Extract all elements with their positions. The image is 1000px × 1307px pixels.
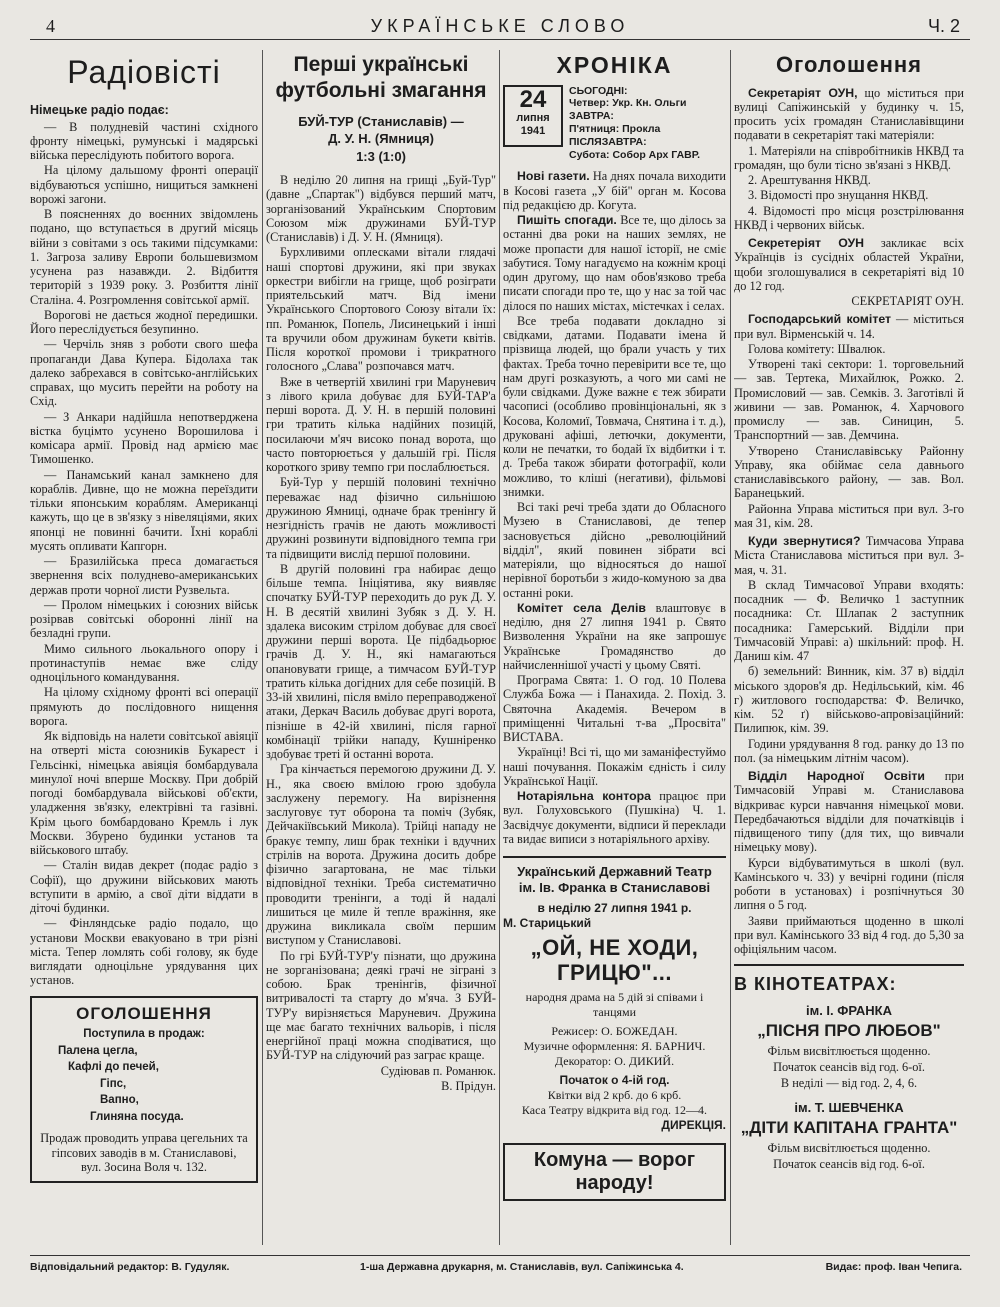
radio-paragraph: Як відповідь на налети совітської авіяції на отверті міста союзників Букарест і Гельсінкі, німецька авіяція бомбардувала минулої ночі вперше Москву. При добрій погоді бомбардувала військові об'єкти, уладження зв'язку, електрівні та газівні. Крім цього бомбардовано Кремль і лук Москви. Збурено будинки установ та військового штабу. [30,729,258,858]
where-hours: Години урядування 8 год. ранку до 13 по пол. (за німецьким літнім часом). [734,736,964,765]
oun-item: 1. Матеріяли на співробітників НКВД та громадян, що були тісно зв'язані з НКВД. [734,143,964,172]
ad-item: Вапно, [100,1094,139,1107]
radio-paragraph: — Пролом німецьких і союзних військ розірвав совітські оборонні лінії на безладні групи. [30,597,258,641]
oun2-text: закликає всіх Українців із сусідніх областей України, щоби зголошувалися в секретаріяті від 10 до 12 год. [734,236,964,293]
oun-item: 3. Відомості про знущання НКВД. [748,188,929,203]
football-paragraph: По грі БУЙ-ТУР'у пізнати, що дружина не зорганізована; деякі грачі не зіграні з собою. Брак тренінгів, фізичної витривалості та старту до м'яча. З БУЙ-ТУР'у вирізняється Маруневич. Дружина ще має багато технічних вальорів, і після енергійної праці можна сподіватися, що БУЙ-ТУР на слідуючий раз заграє краще. [266,948,496,1063]
ad-item: Палена цегла, [58,1044,138,1057]
radio-paragraph: Мимо сильного льокального опору і протинаступів немає вже сліду одноцільного командування. [30,641,258,685]
masthead [30,10,970,40]
radio-subhead: Німецьке радіо подає: [30,103,169,118]
committee-text: влаштовує в неділю, дня 27 липня 1941 р. Свято Визволення України на яке запрошує Українське Громадянство до найчисленнішої участі у цьому Святі. [503,600,726,672]
theatre-signature: ДИРЕКЦІЯ. [661,1117,726,1132]
edu-paragraph: Заяви приймаються щоденно в школі при вул. Камінського 33 від 4 год. до 5,30 за офіціяльним часом. [734,913,964,957]
footer-printer: 1-ша Державна друкарня, м. Станиславів, вул. Сапіжинська 4. [360,1261,684,1273]
news-head: Нові газети. [517,169,590,184]
play-music: Музичне оформлення: Я. БАРНИЧ. [523,1038,706,1053]
play-tickets: Квітки від 2 крб. до 6 крб. [547,1087,682,1102]
film-start: Початок сеансів від год. 6-ої. [773,1059,925,1074]
radio-paragraph: В поясненнях до воєнних звідомлень подано, що вступається в другий місяць війни з совітами з ось такими підсумками: 1. Загроза заливу Европи большевизмом усунена раз назавжди. 2. Відбиття територій з 1939 року. 3. Розбиття лінії Сталіна. 4. Розгромлення совітської армії. [30,207,258,307]
radio-news-column [30,50,258,1183]
play-author: М. Старицький [503,915,592,930]
econ-head: Господарський комітет [748,312,892,327]
days-label: ПІСЛЯЗАВТРА: [569,135,647,148]
radio-paragraph: — Фінляндське радіо подало, що установи Москви евакуовано в три різні міста. Тепер ломлять собі голову, як буде виглядати одноцільне урядування цих установ. [30,916,258,988]
match-team-1: БУЙ-ТУР (Станиславів) — [298,113,464,129]
film-daily: Фільм висвітлюється щоденно. [767,1140,931,1155]
date-box [503,85,563,147]
oun-head: Секретаріят ОУН, [748,85,858,100]
radio-paragraph: — Панамський канал замкнено для кораблів. Дивне, що не можна переїздити тільки японським кораблям. Американці кажуть, що це в зв'язку з нівеляціями, яких японці не повинні бачити. Їхні кораблі мусять опливати Капгорн. [30,467,258,553]
theatre-date: в неділю 27 липня 1941 р. [537,900,692,915]
econ-address: Районна Управа міститься при вул. 3-го мая 31, кім. 28. [734,501,964,530]
play-start: Початок о 4-ій год. [559,1072,670,1087]
football-paragraph: В другій половині гра набирає дещо більше темпа. Ініціятива, яку виявляє спочатку БУЙ-ТУР переходить до рук Д. У. Н. В десятій хвилині Зубяк з Д. У. Н. здалека високим стрілом добуває для своєї дружини перші ворота. Це підбадьорює грачів Д. У. Н., які намагаються опановувати грище, а тимчасом БУЙ-ТУР тратить кілька догідних для себе позицій. В 33-ій хвилині, після вміло переправодженої атаки, Деркач Василь добуває другі ворота, пізніше в 42-ій хвилині, після гарної комбінації трійки нападу, Кушніренко здобуває треті й останні ворота. [266,561,496,762]
days-item: П'ятниця: Прокла [569,123,661,136]
film-title: „ДІТИ КАПІТАНА ГРАНТА" [740,1117,958,1137]
ad-intro: Поступила в продаж: [83,1028,205,1041]
match-team-2: Д. У. Н. (Ямниця) [328,131,434,147]
film-sunday: В неділі — від год. 2, 4, 6. [780,1075,918,1090]
appeal-text: Українці! Всі ті, що ми заманіфестуймо наші почування. Покажім єдність і силу Української Нації. [503,745,726,788]
program-text: Програма Свята: 1. О год. 10 Полева Служба Божа — і Панахида. 2. Похід. 3. Святочна Академія. Вечером в приміщенні Читальні т-ва „Просвіта" ВИСТАВА. [503,673,726,745]
where-depts: б) земельний: Винник, кім. 37 в) відділ міського здоров'я др. Недільський, кім. 46 г) житлового господарства: Ф. Величко, кім. 52 ґ) військово-апровізаційний: Пилипюк, кім. 39. [734,664,964,736]
oun2-head: Секретеріят ОУН [748,236,865,251]
theatre-name: Український Державний Театр [517,864,712,880]
memoir-paragraph: Всі такі речі треба здати до Обласного Музею в Станиславові, де тепер засновується дійсно „революційний відділ", який повинен зібрати всі матеріяли, що відносяться до нашої нерівної боротьби з жидо-комуною за два останні роки. [503,500,726,600]
page-footer [30,1255,970,1277]
match-header [266,113,496,166]
football-column [266,50,496,1094]
chronicle-title: ХРОНІКА [556,52,673,78]
film-start: Початок сеансів від год. 6-ої. [773,1156,925,1171]
ad-goods [40,1027,248,1125]
radio-paragraph: На цілому східному фронті всі операції прямують до послідовного нищення ворога. [30,685,258,728]
footer-publisher: Видає: проф. Іван Чепига. [825,1261,962,1273]
econ-chair: Голова комітету: Швалюк. [748,341,886,356]
oun-item: 2. Арештування НКВД. [748,173,871,188]
ad-item: Кафлі до печей, [68,1061,159,1074]
radio-paragraph: — Бразилійська преса домагається звернення всіх полуднево-американських держав проти чорної листи Рузвельта. [30,554,258,597]
econ-text: — міститься при вул. Вірменській ч. 14. [734,312,964,341]
radio-paragraph: На цілому дальшому фронті операції відбуваються успішно, нищиться замкнені ворожі загони. [30,163,258,206]
notary-head: Нотаріяльна контора [517,789,651,804]
oun-text: що міститься при вулиці Сапіжинській у будинку ч. 15, просить усіх громадян Станиславівщини подавати в секретаріят такі матеріяли: [734,85,964,143]
football-author: В. Прідун. [441,1078,496,1093]
radio-paragraph: — Сталін видав декрет (подає радіо з Софії), що дружини військових мають вступити в армію, а свої діти віддати в діточі будинки. [30,858,258,916]
column-divider [499,50,500,1245]
radio-paragraph: — Черчіль зняв з роботи свого шефа пропаганди Дава Купера. Бідолаха так далеко забрехався в совітсько-англійських справах, що мусить перейти на роботу на Схід. [30,337,258,409]
date-block [503,85,726,162]
where-head: Куди звернутися? [748,534,861,549]
ad-item: Гіпс, [100,1077,127,1090]
football-paragraph: В неділю 20 липня на грищі „Буй-Тур" (давне „Спартак") відбувся перший матч, зорганізований Українським Спортовим Союзом між дружинами БУЙ-ТУР (Станиславів) і Д. У. Н. (Ямниця). [266,173,496,245]
column-divider [730,50,731,1245]
play-genre: народня драма на 5 дій зі співами і танцями [525,989,704,1019]
announcements-title: Оголошення [776,52,922,77]
date-year: 1941 [520,124,546,137]
film-daily: Фільм висвітлюється щоденно. [767,1043,931,1058]
footer-editor: Відповідальний редактор: В. Гудуляк. [30,1261,230,1273]
ad-item: Глиняна посуда. [90,1110,184,1123]
days-label: СЬОГОДНІ: [569,84,628,97]
days-item: Четвер: Укр. Кн. Ольги [569,97,687,110]
econ-rayon: Утворено Станиславівську Районну Управу, яка обіймає села давнього станиславівського району, — зав. Вол. Баранецький. [734,443,964,501]
football-paragraph: Гра кінчається перемогою дружини Д. У. Н., яка своєю вмілою грою здобула заслужену перемогу. На вирізнення заслуговує тут оборона та поміч (Зубяк, Дейчакіївський Микола). Трійці нападу не бракує темпу, лиш брак техніки і вдучних стрілів на ворота. Дружина досить добре фізично загартована, не має тільки відповідної техніки. Треба систематично проводити тренінги, а тоді й надалі лишиться це миле й тепле вражіння, яке дружина викликала своїм першим виступом у Станиславові. [266,762,496,948]
play-decor: Декоратор: О. ДИКИЙ. [554,1053,675,1068]
football-title: Перші українські футбольні змагання [275,53,487,103]
play-title: „ОЙ, НЕ ХОДИ, ГРИЦЮ"... [530,934,699,986]
econ-sectors: Утворені такі сектори: 1. торговельний — зав. Тертека, Михайлюк, Рожко. 2. Промисловий — зав. Семків. 3. Заготівлі й живини — зав. Романюк, 4. Харчового промислу — зав. Синицин, 5. Транспортний — зав. Демчина. [734,357,964,443]
oun2-signature: СЕКРЕТАРІЯТ ОУН. [851,294,964,309]
date-month: липня [516,111,550,124]
theatre-name-2: ім. Ів. Франка в Станиславові [518,880,711,896]
page-number: 4 [46,16,55,36]
match-score: 1:3 (1:0) [356,148,406,164]
cinema-name: ім. І. ФРАНКА [805,1003,892,1019]
football-paragraph: Буй-Тур у першій половині технічно переважає над фізично сильнішою дружиною Ямниці, одначе брак тренінгу й незгідність грачів не дають можливості дружині розвинути відповідного темпа гри та підвищити вислід першої половини. [266,475,496,561]
oun-item: 4. Відомості про місця розстрілювання НКВД і червоних військ. [734,203,964,232]
brickworks-ad [30,996,258,1184]
football-paragraph: Вже в четвертій хвилині гри Маруневич з лівого крила добуває для БУЙ-ТАР'а перші ворота. Д. У. Н. в першій половині гри тратить кілька надійних позицій, посилаючи м'яч високо понад ворота, що часто повторюється у дальшій грі. Після короткого зриву темпо гри послаблюється. [266,374,496,475]
where-staff: В склад Тимчасової Управи входять: посадник — Ф. Величко 1 заступник посадника: Ст. Шлапак 2 заступник посадника: Гамерський. Відділи при Тимчасовій Управі: а) шкільний: проф. Н. Даниш кім. 47 [734,577,964,664]
days-label: ЗАВТРА: [569,110,614,123]
cinema-title: В КІНОТЕАТРАХ: [734,964,964,995]
memoir-text: Все те, що ділось за останні два роки на наших землях, не може пропасти для нашої історії, не сміє забутися. Тому нагадуємо на кожнім кроці один другому, що нам обов'язково треба писати спогади про те, що у нас за той час ділося по наших містах, містечках і селах. [503,213,726,313]
cinema-name: ім. Т. ШЕВЧЕНКА [794,1099,904,1115]
date-day: 24 [519,85,547,113]
column-divider [262,50,263,1245]
radio-title: Радіовісті [67,54,221,90]
memoir-paragraph: Все треба подавати докладно зі свідками, датами. Подавати імена й прізвища людей, що брали участь у тих фактах. Треба точно перевірити все те, що нам другі розказують, а чого ми самі не були свідками. Дуже важне є теж збирати часописі (особливо провінціональні, як з Косова, Коломиї, Товмача, Снятина і т. д.), друковані афіші, летючки, документи, коли не печатки, то бодай їх відбитки і т. д. Треба також збирати фотографії, коли можливо, то кліші (негативи), фільмові знимки. [503,313,726,499]
box-office: Каса Театру відкрита від год. 12—4. [521,1102,708,1117]
paper-title: УКРАЇНСЬКЕ СЛОВО [370,16,630,36]
ad-text: Продаж проводить управа цегельних та гіпсових заводів в м. Станиславові, вул. Зосина Воля ч. 132. [40,1131,248,1174]
ad-title: ОГОЛОШЕННЯ [76,1003,212,1023]
days-item: Субота: Собор Арх ГАВР. [569,148,701,161]
film-title: „ПІСНЯ ПРО ЛЮБОВ" [757,1021,941,1041]
committee-head: Комітет села Делів [517,600,646,615]
edu-paragraph: Курси відбуватимуться в школі (вул. Камінського ч. 33) у вечірні години (після роботи в установах) і розпічнуться 30 липня о 5 год. [734,855,964,913]
edu-text: при Тимчасовій Управі м. Станиславова відкриває курси навчання німецької мови. Передбачаються відділи для початківців і підвищеного типу (для тих, що вивчали німецьку мову). [734,769,964,855]
football-referee: Судіював п. Романюк. [380,1063,496,1078]
play-director: Режисер: О. БОЖЕДАН. [551,1023,678,1038]
news-text: На днях почала виходити в Косові газета „У бій" орган м. Косова під редакцією др. Когута. [503,169,726,212]
radio-paragraph: — В полудневій частині східного фронту німецькі, румунські і мадярські війська переслідують побитого ворога. [30,119,258,163]
radio-paragraph: Ворогові не дається жодної передишки. Його переслідується безупинно. [30,307,258,337]
slogan-box: Комуна — ворог народу! [503,1143,726,1201]
notary-text: працює при вул. Голуховського (Пушкіна) Ч. 1. Засвідчує документи, відписи й переклади та видає виписи з нотаріяльного архіву. [503,789,726,846]
issue-number: Ч. 2 [927,16,960,36]
theatre-ad [503,856,726,1133]
saints-days [569,85,700,162]
edu-head: Відділ Народної Освіти [748,769,925,784]
memoir-head: Пишіть спогади. [517,213,617,228]
football-paragraph: Бурхливими оплесками вітали глядачі наші спортові дружини, які при звуках оркестри вибігли на грище, щоб розіграти приятельський матч. Від імени Українського Спортового Союзу вітали їх: пп. Романюк, Попель, Лисинецький і інші та вручили обом дружинам букети квітів. Після короткої промови і трикратного голосного „Слава" розпочався матч. [266,245,496,374]
chronicle-column [503,50,726,1201]
announcements-column [734,50,964,1173]
radio-paragraph: — З Анкари надійшла непотверджена вістка буцімто усунено Ворошилова і комісара армії. Провід над армією має Тимошенко. [30,409,258,467]
where-text: Тимчасова Управа Міста Станиславова міститься при вул. 3-мая, ч. 31. [734,534,964,577]
